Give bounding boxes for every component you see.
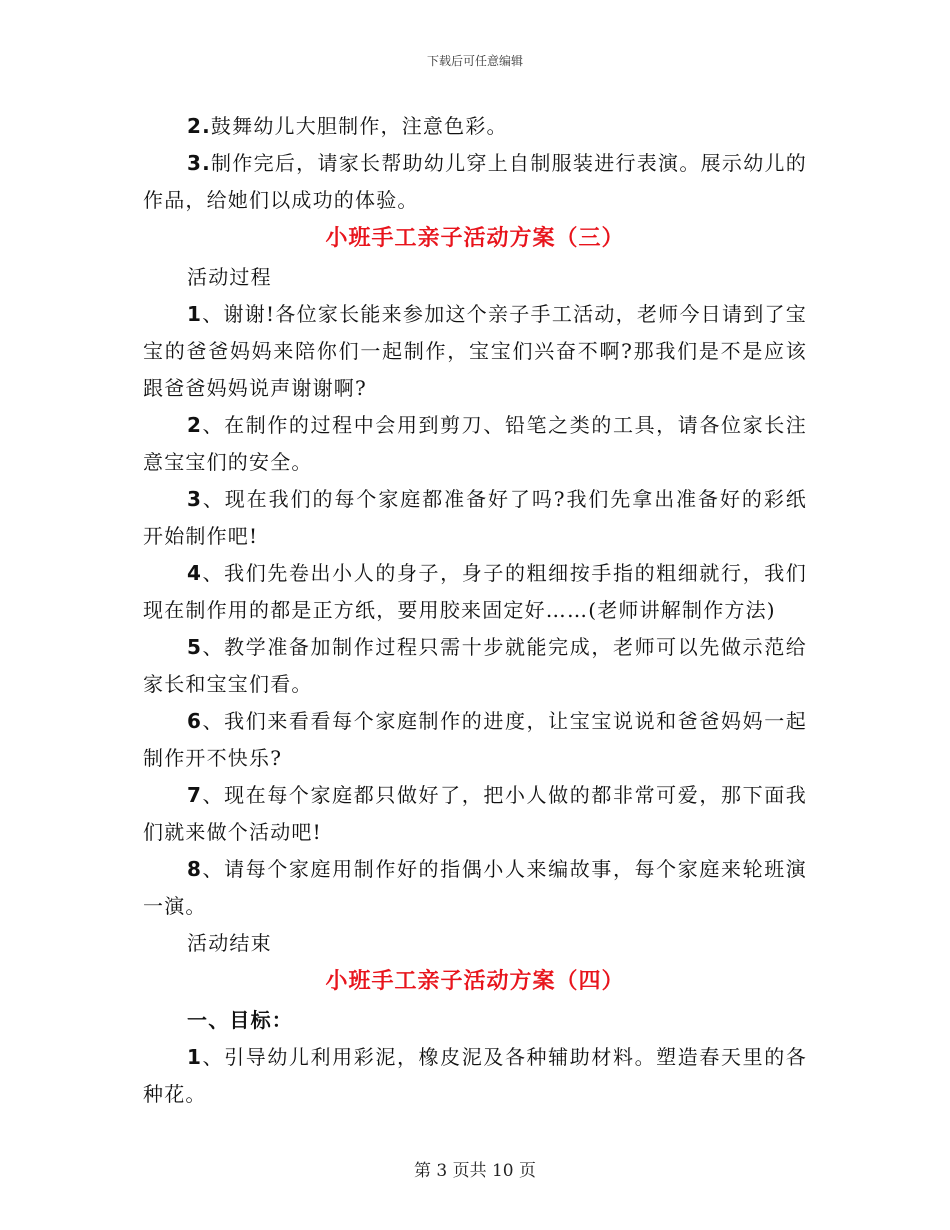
section-3-item-3: 3、现在我们的每个家庭都准备好了吗?我们先拿出准备好的彩纸开始制作吧! (143, 487, 807, 548)
section-3-item-5: 5、教学准备加制作过程只需十步就能完成，老师可以先做示范给家长和宝宝们看。 (143, 635, 807, 696)
section-3-item-2: 2、在制作的过程中会用到剪刀、铅笔之类的工具，请各位家长注意宝宝们的安全。 (143, 413, 807, 474)
section-3-item-7: 7、现在每个家庭都只做好了，把小人做的都非常可爱，那下面我们就来做个活动吧! (143, 783, 807, 844)
section-3-item-6: 6、我们来看看每个家庭制作的进度，让宝宝说说和爸爸妈妈一起制作开不快乐? (143, 709, 807, 770)
paragraph-top-3: 3.制作完后，请家长帮助幼儿穿上自制服装进行表演。展示幼儿的作品，给她们以成功的体验。 (143, 151, 807, 212)
section-4-title: 小班手工亲子活动方案（四） (325, 969, 625, 994)
section-3-intro: 活动过程 (187, 265, 272, 289)
section-3-outro: 活动结束 (187, 931, 272, 955)
section-3-item-8: 8、请每个家庭用制作好的指偶小人来编故事，每个家庭来轮班演一演。 (143, 857, 807, 918)
section-3-item-1: 1、谢谢!各位家长能来参加这个亲子手工活动，老师今日请到了宝宝的爸爸妈妈来陪你们一起制作，宝宝们兴奋不啊?那我们是不是应该跟爸爸妈妈说声谢谢啊? (143, 302, 807, 400)
page-content (143, 108, 807, 1113)
section-3-title: 小班手工亲子活动方案（三） (325, 226, 625, 251)
section-4-subheading: 一、目标： (187, 1008, 293, 1032)
section-4-item-1: 1、引导幼儿利用彩泥，橡皮泥及各种辅助材料。塑造春天里的各种花。 (143, 1045, 807, 1106)
page-header: 下载后可任意编辑 (426, 54, 523, 68)
section-3-item-4: 4、我们先卷出小人的身子，身子的粗细按手指的粗细就行，我们现在制作用的都是正方纸，要用胶来固定好……(老师讲解制作方法) (143, 561, 807, 622)
page-footer: 第 3 页共 10 页 (413, 1161, 537, 1181)
paragraph-top-2: 2.鼓舞幼儿大胆制作，注意色彩。 (187, 114, 508, 138)
